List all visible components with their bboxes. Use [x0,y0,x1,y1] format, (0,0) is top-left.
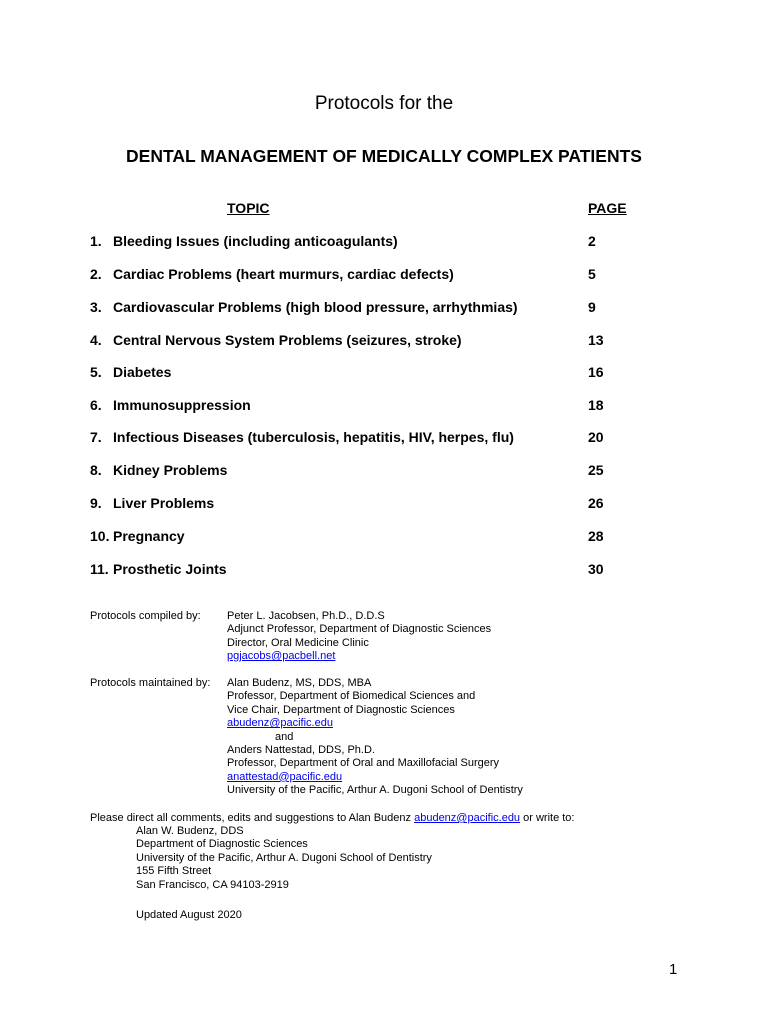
toc-topic: Central Nervous System Problems (seizures, stroke) [113,332,462,348]
toc-row [90,428,650,446]
address-line: 155 Fifth Street [136,865,212,878]
page-column-header: PAGE [588,200,627,216]
compiled-by-label: Protocols compiled by: [90,610,201,622]
compiled-by-line: Peter L. Jacobsen, Ph.D., D.D.S [227,610,385,622]
toc-number: 5. [90,364,102,380]
contact-intro: Please direct all comments, edits and suggestions to Alan Budenz [90,812,412,824]
toc-row [90,560,650,578]
topic-column-header: TOPIC [227,200,270,216]
document-subtitle: Protocols for the [314,93,454,114]
toc-number: 3. [90,299,102,315]
toc-topic: Pregnancy [113,528,185,544]
compiled-by-email-link[interactable]: pgjacobs@pacbell.net [227,650,336,663]
mailing-address [136,825,432,892]
toc-row [90,396,650,414]
maintainer-email-link[interactable]: abudenz@pacific.edu [227,717,333,730]
toc-topic: Cardiac Problems (heart murmurs, cardiac defects) [113,266,454,282]
toc-row [90,527,650,545]
maintained-by-label: Protocols maintained by: [90,677,211,689]
toc-page: 26 [588,495,604,511]
toc-row [90,461,650,479]
toc-number: 7. [90,429,102,445]
toc-number: 6. [90,397,102,413]
toc-number: 4. [90,332,102,348]
toc-row [90,363,650,381]
maintainer-line: Alan Budenz, MS, DDS, MBA [227,677,372,689]
and-conjunction: and [275,730,294,743]
address-line: San Francisco, CA 94103-2919 [136,878,289,891]
toc-row [90,298,650,316]
maintainer-line: Professor, Department of Oral and Maxillofacial Surgery [227,757,500,770]
toc-row [90,265,650,283]
toc-number: 8. [90,462,102,478]
maintainer-line: Anders Nattestad, DDS, Ph.D. [227,743,375,756]
toc-number: 9. [90,495,102,511]
maintained-by-details [227,677,523,798]
contact-email-link[interactable]: abudenz@pacific.edu [414,812,521,824]
document-title: DENTAL MANAGEMENT OF MEDICALLY COMPLEX PATIENTS [126,146,642,166]
address-line: Department of Diagnostic Sciences [136,838,308,851]
toc-page: 9 [588,299,596,315]
compiled-by-line: Adjunct Professor, Department of Diagnostic Sciences [227,623,492,636]
toc-number: 2. [90,266,102,282]
toc-topic: Immunosuppression [113,397,251,413]
toc-page: 30 [588,561,604,577]
toc-topic: Diabetes [113,364,172,380]
compiled-by-line: Director, Oral Medicine Clinic [227,636,369,649]
toc-number: 10. [90,528,110,544]
toc-page: 16 [588,364,604,380]
address-line: Alan W. Budenz, DDS [136,825,244,837]
compiled-by-details [227,610,491,664]
toc-number: 1. [90,233,102,249]
toc-page: 2 [588,233,596,249]
toc-topic: Bleeding Issues (including anticoagulants) [113,233,398,249]
updated-date: Updated August 2020 [136,909,242,921]
toc-page: 20 [588,429,604,445]
toc-page: 25 [588,462,604,478]
toc-topic: Infectious Diseases (tuberculosis, hepatitis, HIV, herpes, flu) [113,429,514,445]
toc-row [90,494,650,512]
toc-page: 5 [588,266,596,282]
contact-instructions [90,812,710,825]
toc-row [90,232,650,250]
contact-suffix: or write to: [523,812,575,824]
toc-topic: Prosthetic Joints [113,561,227,577]
page-number: 1 [669,961,678,978]
toc-topic: Liver Problems [113,495,215,511]
toc-page: 28 [588,528,604,544]
toc-number: 11. [90,561,109,577]
maintainer-line: Professor, Department of Biomedical Sciences and [227,690,476,703]
toc-topic: Cardiovascular Problems (high blood pressure, arrhythmias) [113,299,518,315]
toc-topic: Kidney Problems [113,462,228,478]
toc-page: 13 [588,332,604,348]
maintainer-email-link[interactable]: anattestad@pacific.edu [227,770,343,783]
toc-row [90,331,650,349]
address-line: University of the Pacific, Arthur A. Dugoni School of Dentistry [136,851,432,864]
affiliation-line: University of the Pacific, Arthur A. Dugoni School of Dentistry [227,784,523,797]
maintainer-line: Vice Chair, Department of Diagnostic Sciences [227,703,455,716]
toc-page: 18 [588,397,604,413]
